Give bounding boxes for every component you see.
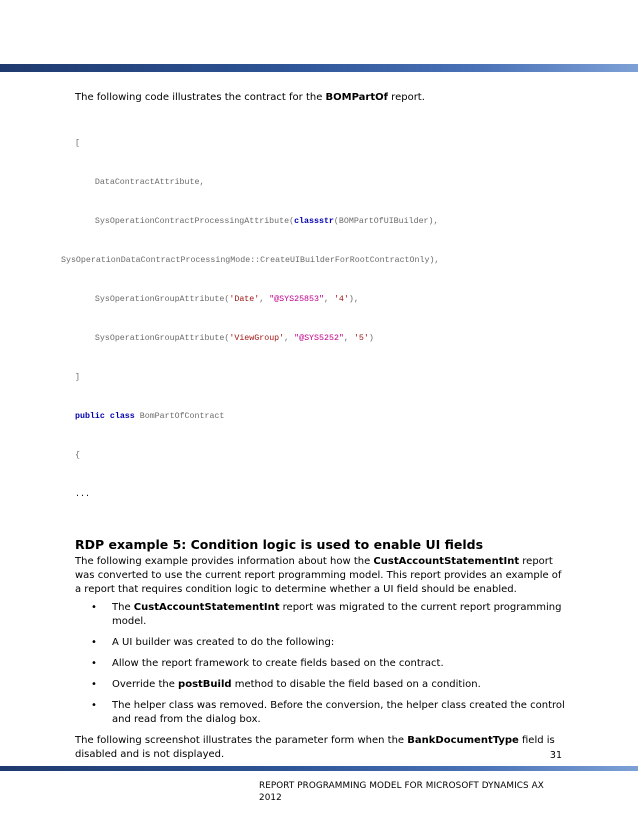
code-token: SysOperationContractProcessingAttribute( [75,217,295,226]
code-token: BomPartOfContract [134,412,225,421]
bullet-icon: • [91,602,97,613]
bullet-list [75,601,565,727]
code-token: , [284,334,295,343]
paragraph-text: The following example provides information about how the [75,556,374,567]
method-name: postBuild [178,679,232,690]
paragraph-text: field is disabled and is not displayed. [75,735,555,760]
code-keyword: class [109,412,135,421]
intro-report-name: BOMPartOf [325,92,388,103]
footer-band [0,766,638,771]
code-line: { [75,451,80,460]
list-item-text: The helper class was removed. Before the conversion, the helper class created the control and read from the dialog box. [112,700,565,725]
field-name: BankDocumentType [407,735,519,746]
list-item [75,601,565,629]
code-line [75,332,565,345]
list-item [75,678,565,692]
list-item-text: A UI builder was created to do the following: [112,637,335,648]
list-item-text: report was migrated to the current report programming model. [112,602,562,627]
bullet-icon: • [91,700,97,711]
code-token: ), [348,295,359,304]
code-string: 'ViewGroup' [229,334,285,343]
list-item-text: The [112,602,134,613]
code-token: ) [368,334,374,343]
code-string: '4' [333,295,349,304]
footer-title: REPORT PROGRAMMING MODEL FOR MICROSOFT DYNAMICS AX 2012 [259,781,544,803]
bullet-icon: • [91,658,97,669]
section-heading: RDP example 5: Condition logic is used to enable UI fields [75,537,484,552]
bullet-icon: • [91,679,97,690]
list-item-text: method to disable the field based on a condition. [231,679,481,690]
list-item [75,657,565,671]
header-band [0,64,638,72]
code-token: , [343,334,354,343]
code-line: ] [75,373,80,382]
code-line [75,293,565,306]
page-content [61,91,565,762]
code-token: , [323,295,334,304]
list-item [75,636,565,650]
code-keyword: classstr [294,217,334,226]
page-number: 31 [549,750,562,761]
code-block [61,111,565,527]
code-keyword: public [75,412,105,421]
report-name: CustAccountStatementInt [373,556,520,567]
section-paragraph [75,555,565,597]
paragraph-text: The following screenshot illustrates the parameter form when the [75,735,408,746]
code-token: SysOperationGroupAttribute( [75,295,230,304]
code-token: SysOperationGroupAttribute( [75,334,230,343]
code-string: 'Date' [229,295,260,304]
code-line [75,410,565,423]
report-name: CustAccountStatementInt [133,602,280,613]
list-item-text: Override the [112,679,179,690]
code-line: ... [75,490,90,499]
code-string: '5' [353,334,369,343]
intro-text-end: report. [388,92,425,103]
code-token: (BOMPartOfUIBuilder), [333,217,439,226]
code-string: "@SYS5252" [294,334,344,343]
closing-paragraph [75,734,565,762]
list-item-text: Allow the report framework to create fields based on the contract. [112,658,444,669]
bullet-icon: • [91,637,97,648]
code-line: [ [75,139,80,148]
code-line [75,215,565,228]
code-line: DataContractAttribute, [75,178,205,187]
code-token: , [259,295,270,304]
list-item [75,699,565,727]
code-string: "@SYS25853" [269,295,324,304]
intro-paragraph [75,91,565,105]
intro-text: The following code illustrates the contract for the [75,92,326,103]
code-line: SysOperationDataContractProcessingMode::CreateUIBuilderForRootContractOnly), [61,256,440,265]
paragraph-text: report was converted to use the current report programming model. This report provides an example of a report that requires condition logic to determine whether a UI field should be enabled. [75,556,562,595]
